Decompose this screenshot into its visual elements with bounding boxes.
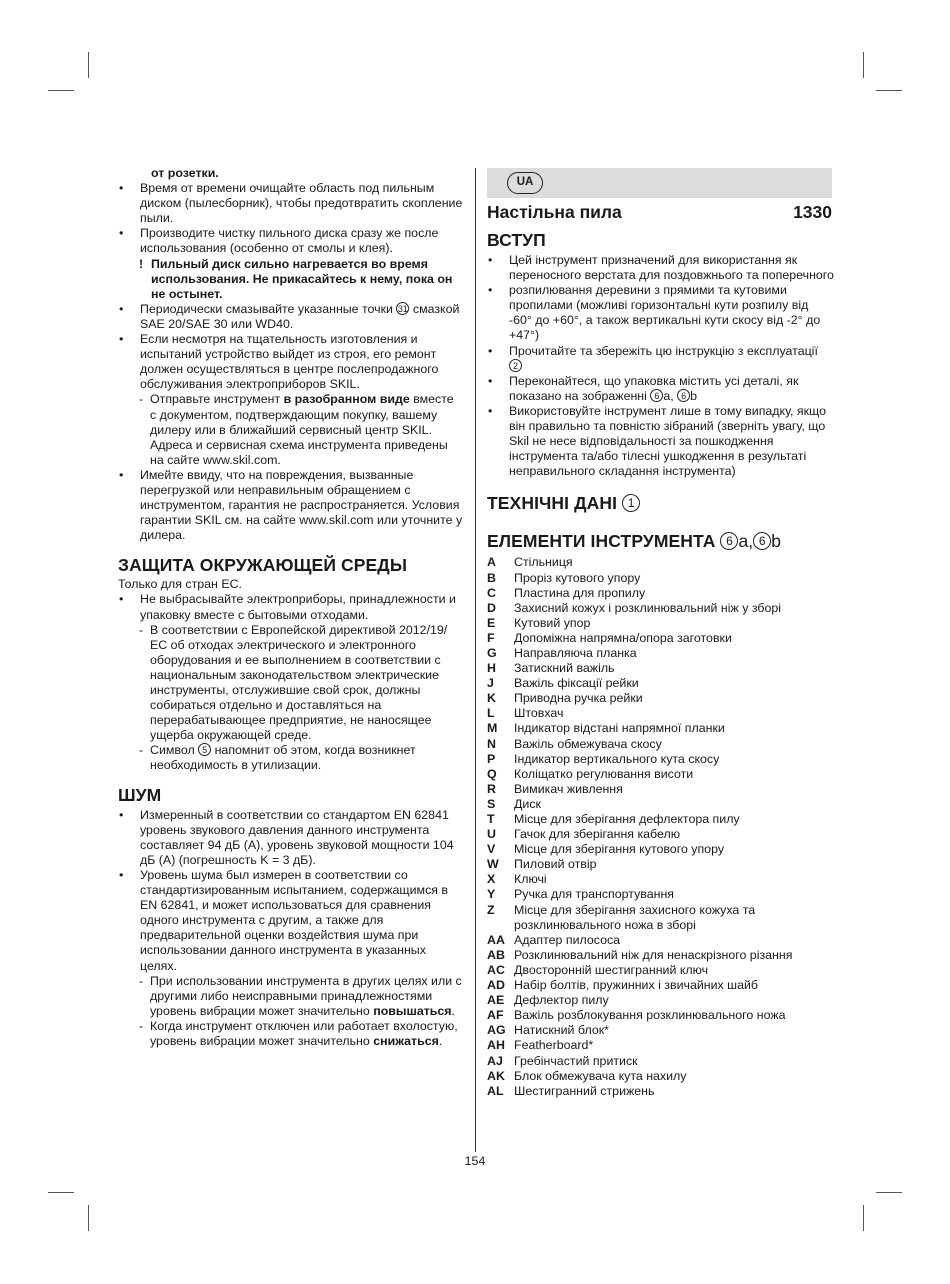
list-item: • Уровень шума был измерен в соответствии со стандартизированным испытанием, содержащимся в EN 62841, и может использоваться для сравнения одного инструмента с другим, а также для предварительной оценки воздействия шума при использовании данного инструмента в указанных целях. [118, 868, 463, 974]
part-item [487, 1084, 834, 1099]
list-item: • розпилювання деревини з прямими та кутовими пропилами (можливі горизонтальні кути розпилу від -60° до +60°, а також вертикальні кути скосу від -2° до +47°) [487, 283, 834, 343]
part-item [487, 601, 834, 616]
part-label: Направляюча планка [514, 645, 637, 660]
callout-number: 31 [397, 303, 408, 314]
page-number: 154 [464, 1154, 486, 1168]
part-item [487, 782, 834, 797]
part-item [487, 737, 834, 752]
part-item [487, 933, 834, 948]
sub-item: - В соответствии с Европейской директивой 2012/19/ЕС об отходах электрического и электронного оборудования и ее выполнением в соответствии с национальным законодательством электрические инструменты, отслужившие свой срок, должны собираться отдельно и доставляться на перерабатывающее предприятие, не наносящее ущерба окружающей среде. [118, 623, 463, 744]
crop-mark [48, 1192, 74, 1193]
part-item [487, 963, 834, 978]
part-item [487, 616, 834, 631]
part-label: Важіль розблокування розклинювального ножа [514, 1008, 786, 1023]
language-badge: UA [507, 172, 543, 194]
list-item: • Використовуйте інструмент лише в тому випадку, якщо він правильно та повністю зібраний (зверніть увагу, що Skil не несе відповідальності за пошкодження інструмента та/або тілесні ушкодження в результаті неправильного складання інструмента) [487, 404, 834, 479]
part-code: AD [487, 978, 505, 993]
part-label: Дефлектор пилу [514, 993, 609, 1008]
warning-note: ! Пильный диск сильно нагревается во время использования. Не прикасайтесь к нему, пока он не остынет. [118, 257, 463, 302]
part-code: A [487, 555, 496, 570]
list-item: • Прочитайте та збережіть цю інструкцію з експлуатації 2 [487, 344, 834, 374]
part-label: Розклинювальний ніж для ненаскрізного різання [514, 947, 793, 962]
section-heading-elements: ЕЛЕМЕНТИ ІНСТРУМЕНТА 6 a, 6 b [487, 531, 782, 552]
part-item [487, 1023, 834, 1038]
part-label: Захисний кожух і розклинювальний ніж у зборі [514, 600, 782, 615]
part-label: Місце для зберігання дефлектора пилу [514, 812, 740, 826]
part-label: Пиловий отвір [514, 857, 597, 872]
part-item [487, 1054, 834, 1069]
part-label: Ключі [514, 872, 547, 887]
part-item [487, 948, 834, 963]
part-label: Коліщатко регулювання висоти [514, 766, 694, 781]
list-item: • Измеренный в соответствии со стандартом EN 62841 уровень звукового давления данного инструмента составляет 94 дБ (A), уровень звуковой мощности 104 дБ (А) (погрешность K = 3 дБ). [118, 808, 463, 868]
part-label: Натискний блок* [514, 1023, 609, 1038]
part-code: N [487, 736, 496, 751]
part-label: Індикатор вертикального кута скосу [514, 751, 720, 766]
part-code: B [487, 570, 496, 585]
part-code: AH [487, 1038, 505, 1053]
crop-mark [876, 1192, 902, 1193]
part-code: E [487, 615, 496, 630]
parts-list [487, 555, 834, 1098]
sub-item: - Отправьте инструмент в разобранном виде вместе с документом, подтверждающим покупку, вашему дилеру или в ближайший сервисный центр SKIL. Адреса и сервисная схема инструмента приведены на сайте www.skil.com. [118, 392, 463, 467]
part-code: AJ [487, 1053, 503, 1068]
part-code: T [487, 812, 495, 826]
right-column [487, 168, 834, 1099]
part-code: V [487, 842, 496, 857]
part-label: Featherboard* [514, 1038, 594, 1053]
title-row [487, 202, 834, 227]
part-label: Місце для зберігання кутового упору [514, 842, 725, 857]
part-code: D [487, 600, 496, 615]
part-label: Блок обмежувача кута нахилу [514, 1068, 687, 1083]
part-code: X [487, 872, 496, 887]
part-code: AF [487, 1008, 504, 1023]
part-code: AK [487, 1068, 505, 1083]
part-item [487, 857, 834, 872]
part-item [487, 706, 834, 721]
part-label: Стільниця [514, 555, 573, 570]
part-code: G [487, 645, 497, 660]
part-code: AL [487, 1083, 504, 1098]
part-item [487, 887, 834, 902]
part-code: Q [487, 766, 497, 781]
left-column [118, 166, 463, 1049]
part-code: F [487, 630, 495, 645]
callout-number: 1 [622, 494, 640, 512]
crop-mark [876, 90, 902, 91]
part-item [487, 721, 834, 736]
part-label: Ручка для транспортування [514, 887, 675, 902]
crop-mark [863, 1205, 864, 1231]
part-item [487, 767, 834, 782]
part-code: Z [487, 902, 495, 917]
part-item [487, 903, 834, 933]
part-item [487, 646, 834, 661]
part-item [487, 691, 834, 706]
part-code: L [487, 706, 495, 721]
part-label: Пластина для пропилу [514, 585, 646, 600]
sub-item: - Символ 5 напомнит об этом, когда возникнет необходимость в утилизации. [118, 743, 463, 773]
list-item: • Если несмотря на тщательность изготовления и испытаний устройство выйдет из строя, его ремонт должен осуществляться в центре послепродажного обслуживания электроприборов SKIL. [118, 332, 463, 392]
section-heading-environment: ЗАЩИТА ОКРУЖАЮЩЕЙ СРЕДЫ [118, 555, 408, 576]
part-code: S [487, 796, 496, 811]
part-item [487, 676, 834, 691]
part-label: Гачок для зберігання кабелю [514, 827, 681, 842]
part-item [487, 993, 834, 1008]
list-item: • Цей інструмент призначений для використання як переносного верстата для поздовжнього та поперечного [487, 253, 834, 283]
list-item: • Не выбрасывайте электроприборы, принадлежности и упаковку вместе с бытовыми отходами. [118, 592, 463, 622]
callout-number: 6 [677, 389, 690, 402]
section-heading-noise: ШУМ [118, 784, 162, 805]
part-item [487, 812, 834, 827]
part-item [487, 555, 834, 570]
section-heading-intro: ВСТУП [487, 230, 546, 250]
sub-item: - Когда инструмент отключен или работает вхолостую, уровень вибрации может значительно снижаться. [118, 1019, 463, 1049]
part-code: Y [487, 887, 496, 902]
part-item [487, 842, 834, 857]
part-item [487, 872, 834, 887]
part-code: C [487, 585, 496, 600]
list-item: • Имейте ввиду, что на повреждения, вызванные перегрузкой или неправильным обращением с инструментом, гарантия не распространяется. Условия гарантии SKIL см. на сайте www.skil.com или уточните у дилера. [118, 468, 463, 543]
list-item: • Периодически смазывайте указанные точки 31 смазкой SAE 20/SAE 30 или WD40. [118, 302, 463, 332]
part-item [487, 752, 834, 767]
part-item [487, 631, 834, 646]
part-label: Штовхач [514, 706, 564, 721]
product-title: Настільна пила [487, 202, 622, 222]
part-label: Допоміжна напрямна/опора заготовки [514, 630, 732, 645]
part-label: Двосторонній шестигранний ключ [514, 962, 709, 977]
section-heading-tech-data: ТЕХНІЧНІ ДАНІ 1 [487, 493, 834, 513]
part-item [487, 661, 834, 676]
part-code: J [487, 676, 494, 691]
part-label: Проріз кутового упору [514, 570, 641, 585]
callout-number: 2 [509, 359, 522, 372]
list-item: • Переконайтеся, що упаковка містить усі деталі, як показано на зображенні 6 a, 6 b [487, 374, 834, 404]
part-label: Затискний важіль [514, 661, 615, 676]
part-code: AG [487, 1023, 506, 1038]
part-item [487, 1069, 834, 1084]
part-label: Гребінчастий притиск [514, 1053, 638, 1068]
part-label: Адаптер пилососа [514, 932, 621, 947]
callout-number: 6 [720, 532, 738, 550]
part-code: W [487, 857, 499, 872]
callout-number: 6 [753, 532, 771, 550]
crop-mark [88, 52, 89, 78]
part-code: AC [487, 962, 505, 977]
part-label: Важіль обмежувача скосу [514, 736, 662, 751]
part-label: Шестигранний стрижень [514, 1083, 655, 1098]
sub-item: - При использовании инструмента в других целях или с другими либо неисправными принадлежностями уровень вибрации может значительно повышаться. [118, 974, 463, 1019]
callout-number: 5 [198, 743, 211, 756]
part-item [487, 797, 834, 812]
part-label: Диск [514, 796, 541, 811]
part-code: AE [487, 993, 505, 1008]
part-item [487, 586, 834, 601]
part-item [487, 1038, 834, 1053]
crop-mark [88, 1205, 89, 1231]
part-code: AB [487, 947, 505, 962]
list-item: • Время от времени очищайте область под пильным диском (пылесборник), чтобы предотвратить скопление пыли. [118, 181, 463, 226]
crop-mark [48, 90, 74, 91]
part-item [487, 978, 834, 993]
part-code: H [487, 661, 496, 676]
part-code: M [487, 721, 498, 736]
part-item [487, 1008, 834, 1023]
part-label: Кутовий упор [514, 615, 591, 630]
part-label: Вимикач живлення [514, 781, 623, 796]
continued-item: от розетки. [151, 166, 219, 180]
callout-number: 6 [650, 389, 663, 402]
part-code: P [487, 751, 496, 766]
model-number: 1330 [793, 202, 832, 222]
part-label: Місце для зберігання захисного кожуха та розклинювального ножа в зборі [514, 902, 756, 932]
column-divider [475, 168, 476, 1152]
part-label: Індикатор відстані напрямної планки [514, 721, 725, 736]
crop-mark [863, 52, 864, 78]
part-code: K [487, 691, 496, 706]
part-code: U [487, 827, 496, 842]
part-item [487, 827, 834, 842]
part-item [487, 571, 834, 586]
part-label: Набір болтів, пружинних і звичайних шайб [514, 978, 759, 993]
language-bar [487, 168, 832, 198]
part-code: R [487, 781, 496, 796]
part-code: AA [487, 932, 505, 947]
part-label: Приводна ручка рейки [514, 691, 643, 706]
part-label: Важіль фіксації рейки [514, 676, 639, 691]
paragraph: Только для стран ЕС. [118, 577, 243, 592]
list-item: • Производите чистку пильного диска сразу же после использования (особенно от смолы и клея). [118, 226, 463, 256]
